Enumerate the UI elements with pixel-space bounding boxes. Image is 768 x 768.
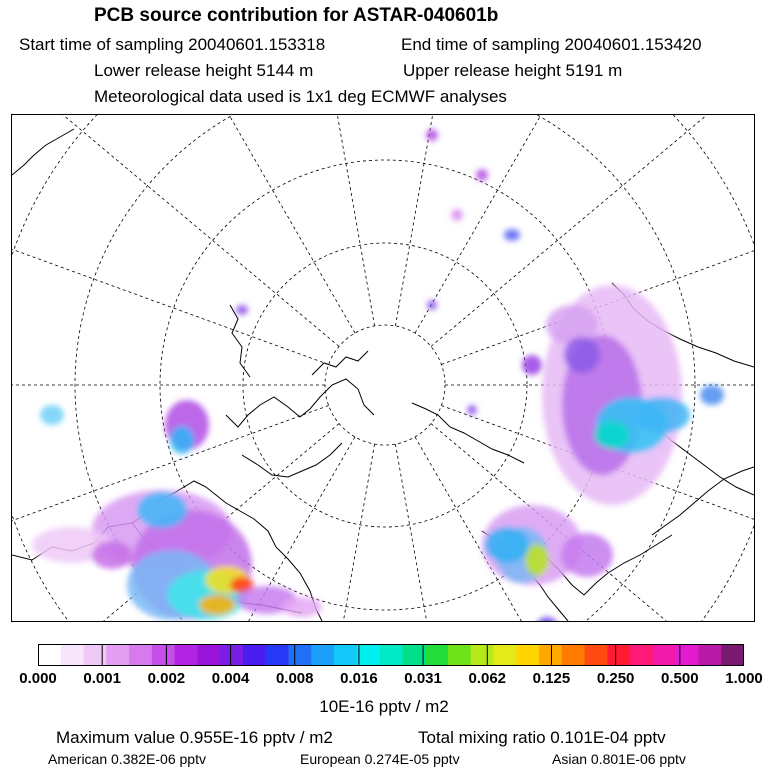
color-scale-cell — [585, 644, 608, 666]
color-scale-tick-label: 0.125 — [532, 670, 571, 687]
color-scale-tick-label: 0.031 — [404, 670, 442, 687]
color-scale-cell — [448, 644, 471, 666]
color-scale-cell — [220, 644, 243, 666]
concentration-blob — [426, 129, 438, 141]
upper-release-height: Upper release height 5191 m — [403, 61, 623, 80]
european-contribution: European 0.274E-05 pptv — [300, 751, 460, 767]
end-time: End time of sampling 20040601.153420 — [401, 35, 702, 54]
concentration-blob — [700, 385, 724, 405]
color-scale-cell — [425, 644, 448, 666]
color-scale-cell — [676, 644, 699, 666]
met-data-note: Meteorological data used is 1x1 deg ECMWF analyses — [94, 87, 507, 106]
color-scale-cell — [607, 644, 630, 666]
concentration-blob — [476, 169, 488, 181]
color-scale-tick-label: 0.500 — [661, 670, 699, 687]
concentration-blob — [525, 544, 549, 576]
color-scale-unit: 10E-16 pptv / m2 — [319, 697, 449, 716]
color-scale-cell — [266, 644, 289, 666]
color-scale-tick-label: 0.016 — [340, 670, 378, 687]
concentration-blob — [467, 405, 477, 415]
color-scale-cell — [84, 644, 107, 666]
color-scale-cell — [653, 644, 676, 666]
color-scale-bar — [38, 644, 744, 666]
color-scale-cell — [357, 644, 380, 666]
concentration-blob — [561, 533, 613, 577]
concentration-blob — [504, 229, 520, 241]
color-scale-cell — [402, 644, 425, 666]
concentration-blob — [522, 355, 542, 375]
color-scale-tick-label: 0.250 — [596, 670, 635, 687]
color-scale-cell — [61, 644, 84, 666]
color-scale-tick-label: 0.000 — [19, 670, 57, 687]
color-scale-cell — [380, 644, 403, 666]
concentration-field — [32, 129, 724, 621]
polar-projection-map — [12, 115, 754, 621]
concentration-blob — [451, 209, 463, 221]
lower-release-height: Lower release height 5144 m — [94, 61, 314, 80]
color-scale-cell — [698, 644, 721, 666]
color-scale-cell — [311, 644, 334, 666]
concentration-blob — [634, 397, 690, 433]
color-scale-cell — [493, 644, 516, 666]
start-time: Start time of sampling 20040601.153318 — [19, 35, 326, 54]
color-scale-tick-label: 0.002 — [147, 670, 186, 687]
concentration-blob — [282, 597, 322, 617]
total-mixing-ratio: Total mixing ratio 0.101E-04 pptv — [418, 728, 666, 747]
color-scale-cell — [289, 644, 312, 666]
color-scale-cell — [175, 644, 198, 666]
color-scale-tick-label: 0.008 — [275, 670, 314, 687]
color-scale-cell — [243, 644, 266, 666]
max-value: Maximum value 0.955E-16 pptv / m2 — [56, 728, 333, 747]
color-scale-cell — [562, 644, 585, 666]
color-scale-cell — [539, 644, 562, 666]
color-scale-cell — [721, 644, 744, 666]
concentration-blob — [594, 421, 630, 449]
concentration-blob — [427, 300, 437, 310]
color-scale-cell — [38, 644, 61, 666]
color-scale-tick-label: 0.004 — [211, 670, 250, 687]
concentration-blob — [40, 405, 64, 425]
concentration-blob — [170, 426, 194, 454]
color-scale-cell — [334, 644, 357, 666]
color-scale-cell — [471, 644, 494, 666]
polar-map-panel — [11, 114, 755, 622]
color-scale-tick-label: 0.062 — [468, 670, 507, 687]
concentration-blob — [236, 305, 248, 315]
map-title: PCB source contribution for ASTAR-040601b — [94, 5, 499, 26]
color-scale-cell — [516, 644, 539, 666]
american-contribution: American 0.382E-06 pptv — [48, 751, 206, 767]
color-scale-tick-label: 0.001 — [83, 670, 121, 687]
concentration-blob — [199, 595, 235, 615]
concentration-blob — [564, 337, 600, 373]
concentration-blob — [137, 492, 187, 528]
concentration-blob — [92, 541, 132, 569]
color-scale-cell — [106, 644, 129, 666]
color-scale-cell — [152, 644, 175, 666]
concentration-blob — [537, 617, 557, 621]
color-scale-cell — [197, 644, 220, 666]
color-scale-cell — [630, 644, 653, 666]
asian-contribution: Asian 0.801E-06 pptv — [552, 751, 686, 767]
color-scale-tick-label: 1.000 — [725, 670, 763, 687]
color-scale-cell — [129, 644, 152, 666]
concentration-blob — [485, 527, 529, 563]
